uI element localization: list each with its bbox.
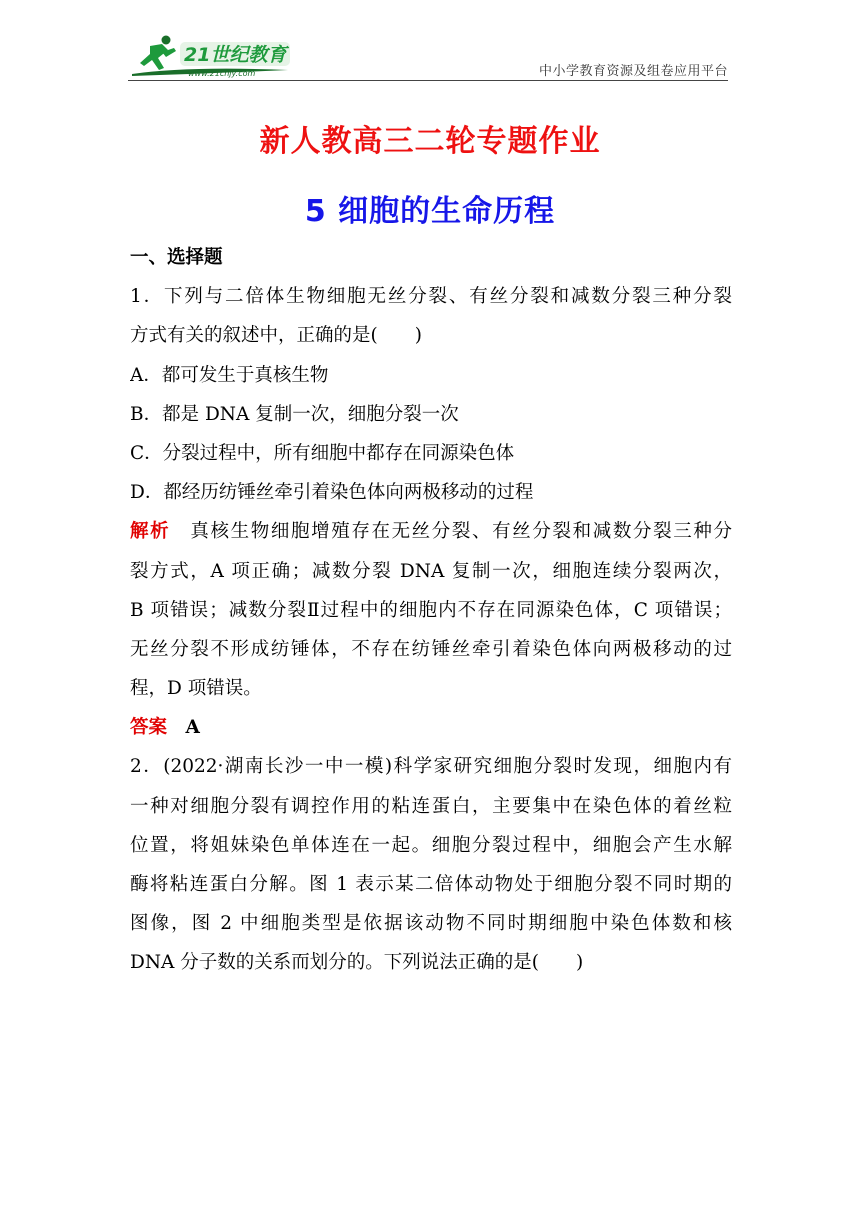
document-title: 新人教高三二轮专题作业 [259, 124, 601, 159]
q2-stem-line: 位置，将姐妹染色单体连在一起。细胞分裂过程中，细胞会产生水解 [130, 834, 732, 856]
answer-value: A [185, 717, 200, 739]
document-body [130, 238, 732, 983]
question-2 [130, 747, 732, 982]
q2-stem-line: 2．(2022·湖南长沙一中一模)科学家研究细胞分裂时发现，细胞内有 [130, 756, 732, 778]
q1-option-a: A．都可发生于真核生物 [130, 364, 329, 386]
q1-option-d: D．都经历纺锤丝牵引着染色体向两极移动的过程 [130, 482, 534, 504]
document-subtitle: 5 细胞的生命历程 [304, 194, 556, 229]
analysis-text: 真核生物细胞增殖存在无丝分裂、有丝分裂和减数分裂三种分 [170, 521, 732, 543]
logo-text: 21世纪教育 [184, 44, 287, 66]
q1-option-c: C．分裂过程中，所有细胞中都存在同源染色体 [130, 442, 515, 464]
page-header [128, 30, 728, 82]
answer-label: 答案 [130, 717, 168, 739]
q1-stem-line: 1．下列与二倍体生物细胞无丝分裂、有丝分裂和减数分裂三种分裂 [130, 286, 732, 308]
q1-analysis-line: 程，D 项错误。 [130, 678, 262, 700]
q1-analysis-line: B 项错误；减数分裂Ⅱ过程中的细胞内不存在同源染色体，C 项错误； [130, 599, 732, 621]
q2-stem-line: DNA 分子数的关系而划分的。下列说法正确的是( ) [130, 952, 584, 974]
q1-option-b: B．都是 DNA 复制一次，细胞分裂一次 [130, 403, 459, 425]
q2-stem-line: 图像，图 2 中细胞类型是依据该动物不同时期细胞中染色体数和核 [130, 913, 732, 935]
q1-analysis-line: 无丝分裂不形成纺锤体，不存在纺锤丝牵引着染色体向两极移动的过 [130, 638, 732, 660]
runner-logo-icon [128, 30, 298, 80]
analysis-label: 解析 [130, 521, 171, 543]
q2-stem-line: 一种对细胞分裂有调控作用的粘连蛋白，主要集中在染色体的着丝粒 [130, 795, 732, 817]
question-1 [130, 277, 732, 747]
logo-url: www.21cnjy.com [188, 69, 256, 78]
q1-answer-line [130, 708, 732, 747]
q1-stem-line: 方式有关的叙述中，正确的是( ) [130, 325, 422, 347]
section-heading: 一、选择题 [130, 247, 223, 268]
header-divider [128, 80, 728, 81]
site-logo[interactable] [128, 30, 298, 80]
header-tagline: 中小学教育资源及组卷应用平台 [538, 64, 728, 79]
q1-analysis-line: 裂方式，A 项正确；减数分裂 DNA 复制一次，细胞连续分裂两次， [130, 560, 732, 582]
q1-analysis-line [130, 512, 732, 551]
q2-stem-line: 酶将粘连蛋白分解。图 1 表示某二倍体动物处于细胞分裂不同时期的 [130, 874, 732, 895]
